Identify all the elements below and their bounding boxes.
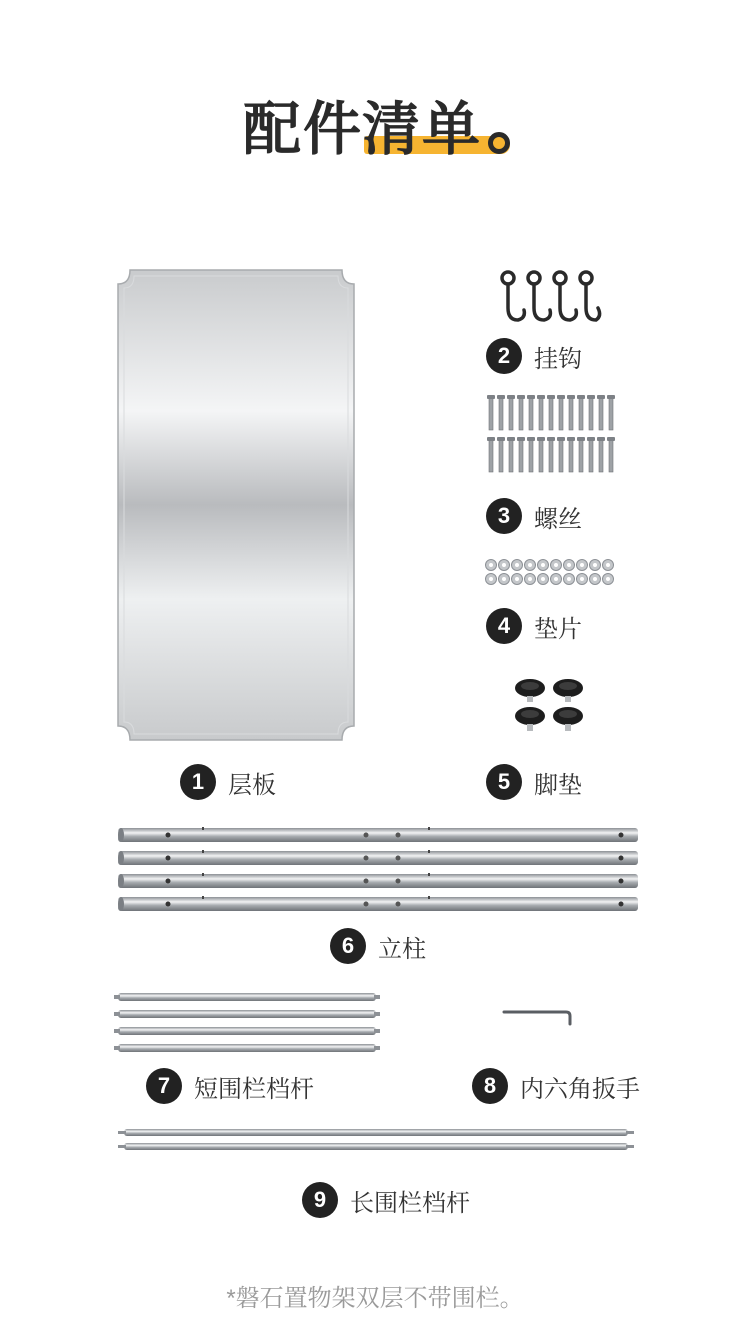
item-label-short-fence-rods — [146, 1066, 314, 1106]
item-name: 短围栏档杆 — [194, 1075, 314, 1103]
short-fence-rods-image — [114, 990, 384, 1054]
number-badge: 2 — [486, 338, 522, 374]
item-label-posts — [330, 926, 426, 966]
item-name: 挂钩 — [534, 345, 582, 373]
number-badge: 9 — [302, 1182, 338, 1218]
item-name: 长围栏档杆 — [350, 1189, 470, 1217]
title-part2: 清单 — [362, 97, 483, 162]
item-name: 脚垫 — [534, 771, 582, 799]
page-title — [0, 92, 750, 172]
number-badge: 6 — [330, 928, 366, 964]
item-label-hooks — [486, 336, 582, 376]
item-label-long-fence-rods — [302, 1180, 470, 1220]
number-badge: 8 — [472, 1068, 508, 1104]
title-dot — [488, 132, 510, 154]
item-label-shelf — [180, 762, 276, 802]
number-badge: 3 — [486, 498, 522, 534]
item-label-foot-pads — [486, 762, 582, 802]
number-badge: 5 — [486, 764, 522, 800]
item-name: 立柱 — [378, 935, 426, 963]
title-part1: 配件 — [243, 97, 364, 162]
hooks-image — [494, 268, 606, 328]
shelf-board-image — [116, 268, 356, 742]
item-label-screws — [486, 496, 582, 536]
number-badge: 1 — [180, 764, 216, 800]
item-label-washers — [486, 606, 582, 646]
allen-key-image — [502, 1008, 576, 1028]
foot-pads-image — [512, 676, 588, 738]
posts-image — [116, 824, 642, 916]
number-badge: 4 — [486, 608, 522, 644]
long-fence-rods-image — [118, 1126, 636, 1156]
item-name: 层板 — [228, 771, 276, 799]
item-name: 垫片 — [534, 615, 582, 643]
washers-image — [484, 558, 618, 588]
item-name: 内六角扳手 — [520, 1075, 640, 1103]
screws-image — [486, 394, 616, 476]
footnote: *磐石置物架双层不带围栏。 — [226, 1285, 524, 1312]
item-name: 螺丝 — [534, 505, 582, 533]
number-badge: 7 — [146, 1068, 182, 1104]
item-label-allen-key — [472, 1066, 640, 1106]
